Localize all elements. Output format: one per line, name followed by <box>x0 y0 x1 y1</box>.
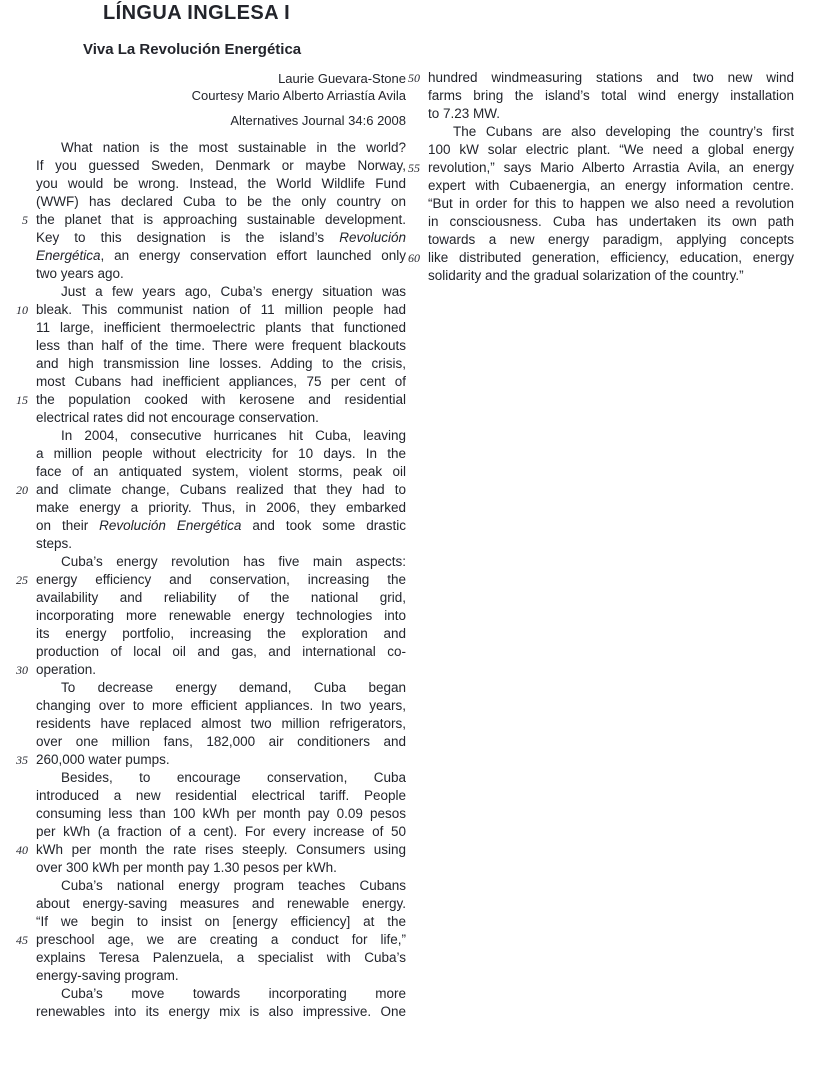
line-number <box>8 463 28 481</box>
line-number <box>8 805 28 823</box>
line-number <box>8 175 28 193</box>
line-text: solidarity and the gradual solarization of the country.” <box>428 268 744 283</box>
line-number <box>402 87 420 105</box>
text-column-left <box>8 139 406 1021</box>
text-line <box>8 211 406 229</box>
line-text: Cuba’s energy revolution has five main aspects: <box>61 554 406 569</box>
line-text: operation. <box>36 662 97 677</box>
line-text: production of local oil and gas, and international co- <box>36 644 406 659</box>
text-line <box>8 229 406 247</box>
line-number <box>8 859 28 877</box>
line-text: bleak. This communist nation of 11 million people had <box>36 302 406 317</box>
line-number <box>402 177 420 195</box>
page-title: LÍNGUA INGLESA I <box>103 2 291 24</box>
text-line <box>8 607 406 625</box>
line-text: explains Teresa Palenzuela, a specialist with Cuba’s <box>36 950 406 965</box>
text-line <box>8 661 406 679</box>
line-text: If you guessed Sweden, Denmark or maybe Norway, <box>36 158 406 173</box>
line-text: changing over to more efficient appliances. In two years, <box>36 698 406 713</box>
line-number: 15 <box>16 393 28 407</box>
line-text: Cuba’s national energy program teaches Cubans <box>61 878 406 893</box>
line-number: 45 <box>16 933 28 947</box>
text-line <box>402 105 794 123</box>
text-line <box>8 589 406 607</box>
text-line <box>8 697 406 715</box>
line-number <box>8 229 28 247</box>
text-line <box>402 123 794 141</box>
line-text: availability and reliability of the national grid, <box>36 590 406 605</box>
line-number <box>8 445 28 463</box>
line-text: kWh per month the rate rises steeply. Consumers using <box>36 842 406 857</box>
line-text: Cuba’s move towards incorporating more <box>61 986 406 1001</box>
line-number <box>8 769 28 787</box>
line-number <box>8 265 28 283</box>
line-text: a million people without electricity for 10 days. In the <box>36 446 406 461</box>
text-line <box>8 931 406 949</box>
line-text: What nation is the most sustainable in the world? <box>61 140 406 155</box>
text-column-right <box>402 69 794 285</box>
text-line <box>8 967 406 985</box>
text-line <box>8 139 406 157</box>
text-line <box>8 553 406 571</box>
text-line <box>8 499 406 517</box>
line-text: on their Revolución Energética and took some drastic <box>36 518 406 533</box>
line-number <box>8 787 28 805</box>
line-text: most Cubans had inefficient appliances, 75 per cent of <box>36 374 406 389</box>
text-line <box>402 177 794 195</box>
text-line <box>402 69 794 87</box>
line-number <box>402 105 420 123</box>
line-text: revolution,” says Mario Alberto Arrastia Avila, an energy <box>428 160 794 175</box>
text-line <box>402 195 794 213</box>
text-line <box>8 841 406 859</box>
text-line <box>8 391 406 409</box>
text-line <box>402 249 794 267</box>
article-source: Alternatives Journal 34:6 2008 <box>230 113 406 128</box>
line-text: Just a few years ago, Cuba’s energy situation was <box>61 284 406 299</box>
line-number <box>8 733 28 751</box>
line-text: “But in order for this to happen we also need a revolution <box>428 196 794 211</box>
text-line <box>8 805 406 823</box>
line-number <box>8 697 28 715</box>
text-line <box>402 159 794 177</box>
text-line <box>8 715 406 733</box>
line-number <box>8 607 28 625</box>
line-number <box>8 499 28 517</box>
line-number <box>8 139 28 157</box>
line-number <box>8 517 28 535</box>
line-number <box>8 949 28 967</box>
text-line <box>8 463 406 481</box>
line-text: less than half of the time. There were frequent blackouts <box>36 338 406 353</box>
byline-courtesy: Courtesy Mario Alberto Arriastía Avila <box>191 88 406 103</box>
line-number: 20 <box>16 483 28 497</box>
line-text: residents have replaced almost two million refrigerators, <box>36 716 406 731</box>
line-number: 60 <box>408 251 420 265</box>
text-line <box>8 481 406 499</box>
line-text: per kWh (a fraction of a cent). For every increase of 50 <box>36 824 406 839</box>
text-line <box>8 319 406 337</box>
line-number <box>8 715 28 733</box>
text-line <box>8 859 406 877</box>
text-line <box>8 283 406 301</box>
text-line <box>8 517 406 535</box>
line-text: two years ago. <box>36 266 124 281</box>
line-text: steps. <box>36 536 73 551</box>
line-number <box>8 319 28 337</box>
line-text: like distributed generation, efficiency, education, energy <box>428 250 794 265</box>
text-line <box>8 265 406 283</box>
line-number <box>8 1003 28 1021</box>
byline-author: Laurie Guevara-Stone <box>278 71 406 86</box>
text-line <box>8 193 406 211</box>
line-number <box>8 643 28 661</box>
line-number <box>8 589 28 607</box>
line-text: The Cubans are also developing the country’s first <box>453 124 794 139</box>
text-line <box>8 535 406 553</box>
text-line <box>8 337 406 355</box>
text-line <box>8 877 406 895</box>
line-text: energy efficiency and conservation, increasing the <box>36 572 406 587</box>
line-number <box>8 157 28 175</box>
line-text: over 300 kWh per month pay 1.30 pesos per kWh. <box>36 860 337 875</box>
text-line <box>8 301 406 319</box>
line-number <box>8 337 28 355</box>
line-number <box>8 625 28 643</box>
text-line <box>8 769 406 787</box>
text-line <box>8 625 406 643</box>
line-number: 25 <box>16 573 28 587</box>
line-text: Besides, to encourage conservation, Cuba <box>61 770 406 785</box>
text-line <box>8 409 406 427</box>
text-line <box>8 427 406 445</box>
byline-block <box>100 70 406 129</box>
text-line <box>8 679 406 697</box>
text-line <box>8 751 406 769</box>
line-number <box>402 213 420 231</box>
line-number <box>8 877 28 895</box>
line-number: 40 <box>16 843 28 857</box>
line-text: electrical rates did not encourage conservation. <box>36 410 319 425</box>
line-text: make energy a priority. Thus, in 2006, they embarked <box>36 500 406 515</box>
line-text: the planet that is approaching sustainable development. <box>36 212 406 227</box>
line-text: face of an antiquated system, violent storms, peak oil <box>36 464 406 479</box>
line-text: and climate change, Cubans realized that they had to <box>36 482 406 497</box>
text-line <box>402 213 794 231</box>
line-number <box>8 967 28 985</box>
text-line <box>8 787 406 805</box>
line-text: preschool age, we are creating a conduct for life,” <box>36 932 406 947</box>
line-text: 100 kW solar electric plant. “We need a global energy <box>428 142 794 157</box>
text-line <box>402 231 794 249</box>
line-number <box>8 553 28 571</box>
line-number <box>8 409 28 427</box>
line-text: you would be wrong. Instead, the World Wildlife Fund <box>36 176 406 191</box>
line-number: 30 <box>16 663 28 677</box>
line-text: hundred windmeasuring stations and two new wind <box>428 70 794 85</box>
line-text: energy-saving program. <box>36 968 179 983</box>
text-line <box>402 87 794 105</box>
line-number <box>402 141 420 159</box>
line-number <box>8 283 28 301</box>
article-title: Viva La Revolución Energética <box>83 41 302 58</box>
line-text: over one million fans, 182,000 air conditioners and <box>36 734 406 749</box>
text-line <box>8 445 406 463</box>
text-line <box>8 373 406 391</box>
text-line <box>8 643 406 661</box>
line-text: in consciousness. Cuba has undertaken its own path <box>428 214 794 229</box>
line-text: about energy-saving measures and renewable energy. <box>36 896 406 911</box>
text-line <box>8 733 406 751</box>
line-text: (WWF) has declared Cuba to be the only country on <box>36 194 406 209</box>
line-number: 10 <box>16 303 28 317</box>
line-number <box>402 123 420 141</box>
line-number <box>8 913 28 931</box>
line-number <box>8 895 28 913</box>
line-text: farms bring the island’s total wind energy installation <box>428 88 794 103</box>
line-number <box>8 355 28 373</box>
text-line <box>8 1003 406 1021</box>
text-line <box>8 913 406 931</box>
line-text: towards a new energy paradigm, applying concepts <box>428 232 794 247</box>
line-text: consuming less than 100 kWh per month pay 0.09 pesos <box>36 806 406 821</box>
line-number <box>8 247 28 265</box>
line-number: 5 <box>22 213 28 227</box>
line-text: To decrease energy demand, Cuba began <box>61 680 406 695</box>
line-number: 50 <box>408 71 420 85</box>
line-number <box>8 823 28 841</box>
line-number: 55 <box>408 161 420 175</box>
line-text: the population cooked with kerosene and residential <box>36 392 406 407</box>
line-text: its energy portfolio, increasing the exploration and <box>36 626 406 641</box>
text-line <box>8 823 406 841</box>
line-number <box>8 373 28 391</box>
line-text: expert with Cubaenergia, an energy information centre. <box>428 178 794 193</box>
text-line <box>8 985 406 1003</box>
text-line <box>402 267 794 285</box>
line-number <box>8 535 28 553</box>
line-text: incorporating more renewable energy technologies into <box>36 608 406 623</box>
text-line <box>8 895 406 913</box>
line-text: “If we begin to insist on [energy efficiency] at the <box>36 914 406 929</box>
line-text: 11 large, inefficient thermoelectric plants that functioned <box>36 320 406 335</box>
line-text: In 2004, consecutive hurricanes hit Cuba, leaving <box>61 428 406 443</box>
text-line <box>8 571 406 589</box>
line-number: 35 <box>16 753 28 767</box>
line-number <box>8 427 28 445</box>
line-text: 260,000 water pumps. <box>36 752 170 767</box>
line-number <box>8 193 28 211</box>
line-text: renewables into its energy mix is also impressive. One <box>36 1004 406 1019</box>
line-text: Energética, an energy conservation effort launched only <box>36 248 406 263</box>
line-number <box>8 679 28 697</box>
line-text: and high transmission line losses. Adding to the crisis, <box>36 356 406 371</box>
text-line <box>8 949 406 967</box>
line-number <box>402 267 420 285</box>
text-line <box>8 175 406 193</box>
line-text: Key to this designation is the island’s Revolución <box>36 230 406 245</box>
line-number <box>8 985 28 1003</box>
line-number <box>402 231 420 249</box>
text-line <box>8 355 406 373</box>
text-line <box>8 247 406 265</box>
line-text: to 7.23 MW. <box>428 106 501 121</box>
text-line <box>402 141 794 159</box>
line-number <box>402 195 420 213</box>
line-text: introduced a new residential electrical tariff. People <box>36 788 406 803</box>
text-line <box>8 157 406 175</box>
